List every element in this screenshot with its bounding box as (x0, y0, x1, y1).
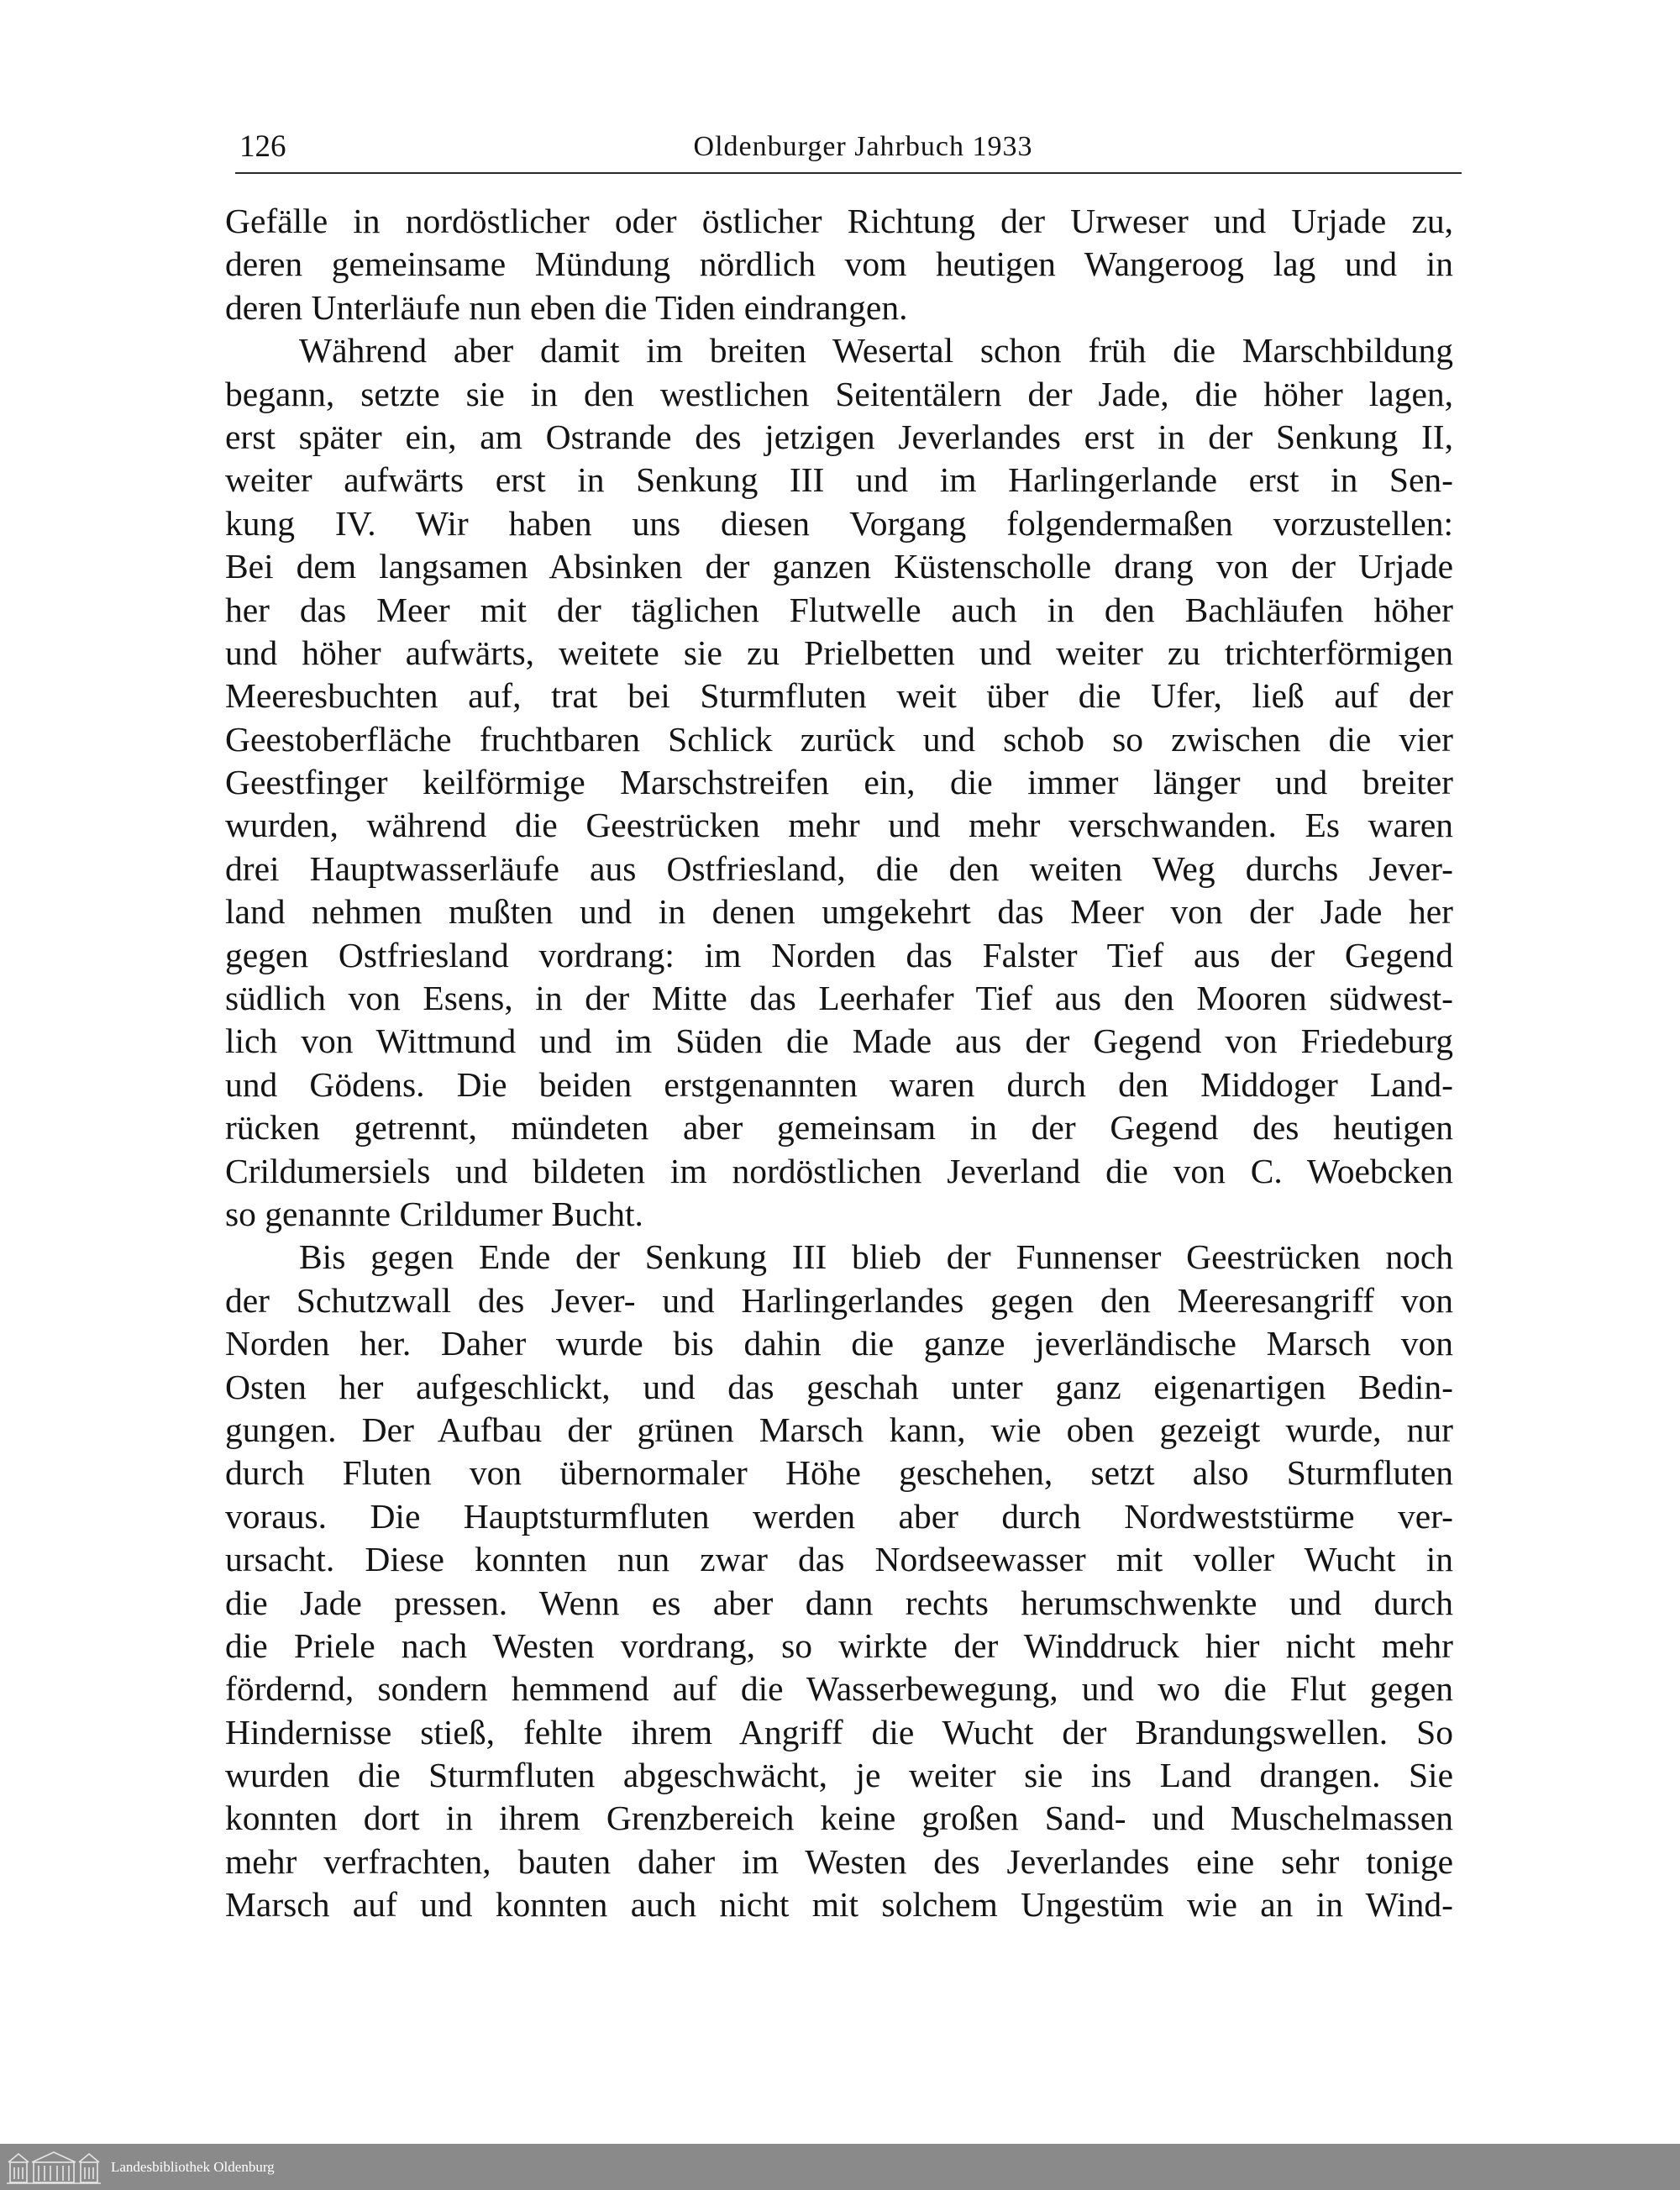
text-line: Während aber damit im breiten Wesertal schon früh die Marschbildung (299, 331, 1453, 370)
text-line: so genannte Crildumer Bucht. (225, 1194, 643, 1233)
text-line: Geestoberfläche fruchtbaren Schlick zurück und schob so zwischen die vier (225, 719, 1453, 759)
text-line: der Schutzwall des Jever- und Harlingerlandes gegen den Meeresangriff von (225, 1280, 1453, 1320)
text-line: und höher aufwärts, weitete sie zu Prielbetten und weiter zu trichterförmigen (225, 633, 1453, 672)
text-line: Gefälle in nordöstlicher oder östlicher Richtung der Urweser und Urjade zu, (225, 202, 1453, 240)
text-line: gegen Ostfriesland vordrang: im Norden das Falster Tief aus der Gegend (225, 935, 1453, 974)
library-footer (0, 2144, 1680, 2190)
text-line: begann, setzte sie in den westlichen Seitentälern der Jade, die höher lagen, (225, 374, 1453, 413)
text-line: Hindernisse stieß, fehlte ihrem Angriff die Wucht der Brandungswellen. So (225, 1712, 1453, 1751)
text-line: drei Hauptwasserläufe aus Ostfriesland, die den weiten Weg durchs Jever- (225, 848, 1453, 888)
text-line: die Priele nach Westen vordrang, so wirkte der Winddruck hier nicht mehr (225, 1625, 1453, 1665)
library-building-icon (7, 2149, 101, 2186)
text-line: ursacht. Diese konnten nun zwar das Nordseewasser mit voller Wucht in (225, 1540, 1453, 1579)
text-line: Marsch auf und konnten auch nicht mit solchem Ungestüm wie an in Wind- (225, 1885, 1453, 1925)
text-line: Bei dem langsamen Absinken der ganzen Küstenscholle drang von der Urjade (225, 547, 1453, 586)
running-title: Oldenburger Jahrbuch 1933 (693, 131, 1033, 162)
text-line: voraus. Die Hauptsturmfluten werden aber durch Nordweststürme ver- (225, 1496, 1453, 1536)
header-rule (235, 172, 1462, 174)
text-line: wurden die Sturmfluten abgeschwächt, je weiter sie ins Land drangen. Sie (225, 1756, 1453, 1795)
text-line: deren Unterläufe nun eben die Tiden eindrangen. (225, 287, 908, 327)
text-line: konnten dort in ihrem Grenzbereich keine großen Sand- und Muschelmassen (225, 1799, 1453, 1838)
text-line: Geestfinger keilförmige Marschstreifen ein, die immer länger und breiter (225, 763, 1453, 802)
text-line: Bis gegen Ende der Senkung III blieb der Funnenser Geestrücken noch (299, 1237, 1453, 1277)
text-line: rücken getrennt, mündeten aber gemeinsam in der Gegend des heutigen (225, 1108, 1453, 1148)
text-line: die Jade pressen. Wenn es aber dann rechts herumschwenkte und durch (225, 1583, 1453, 1622)
text-line: erst später ein, am Ostrande des jetzigen Jeverlandes erst in der Senkung II, (225, 417, 1453, 456)
text-line: wurden, während die Geestrücken mehr und mehr verschwanden. Es waren (225, 806, 1453, 845)
text-line: kung IV. Wir haben uns diesen Vorgang folgendermaßen vorzustellen: (225, 503, 1453, 543)
text-line: deren gemeinsame Mündung nördlich vom heutigen Wangeroog lag und in (225, 244, 1453, 284)
text-line: mehr verfrachten, bauten daher im Westen des Jeverlandes eine sehr tonige (225, 1841, 1453, 1881)
text-line: Meeresbuchten auf, trat bei Sturmfluten weit über die Ufer, ließ auf der (225, 676, 1453, 716)
text-line: her das Meer mit der täglichen Flutwelle auch in den Bachläufen höher (225, 590, 1453, 629)
library-name: Landesbibliothek Oldenburg (111, 2159, 275, 2175)
text-line: lich von Wittmund und im Süden die Made aus der Gegend von Friedeburg (225, 1021, 1453, 1061)
text-line: gungen. Der Aufbau der grünen Marsch kann, wie oben gezeigt wurde, nur (225, 1410, 1453, 1449)
text-line: weiter aufwärts erst in Senkung III und im Harlingerlande erst in Sen- (225, 460, 1453, 500)
text-line: Osten her aufgeschlickt, und das geschah unter ganz eigenartigen Bedin- (225, 1367, 1453, 1406)
text-line: südlich von Esens, in der Mitte das Leerhafer Tief aus den Mooren südwest- (225, 979, 1453, 1018)
body-text (225, 200, 1453, 1927)
text-line: fördernd, sondern hemmend auf die Wasserbewegung, und wo die Flut gegen (225, 1669, 1453, 1709)
text-line: land nehmen mußten und in denen umgekehrt das Meer von der Jade her (225, 892, 1453, 932)
page-number: 126 (239, 129, 286, 164)
text-line: Crildumersiels und bildeten im nordöstlichen Jeverland die von C. Woebcken (225, 1151, 1453, 1190)
text-line: und Gödens. Die beiden erstgenannten waren durch den Middoger Land- (225, 1064, 1453, 1104)
text-line: durch Fluten von übernormaler Höhe geschehen, setzt also Sturmfluten (225, 1453, 1453, 1493)
text-line: Norden her. Daher wurde bis dahin die ganze jeverländische Marsch von (225, 1324, 1453, 1363)
page-header (239, 126, 1462, 168)
